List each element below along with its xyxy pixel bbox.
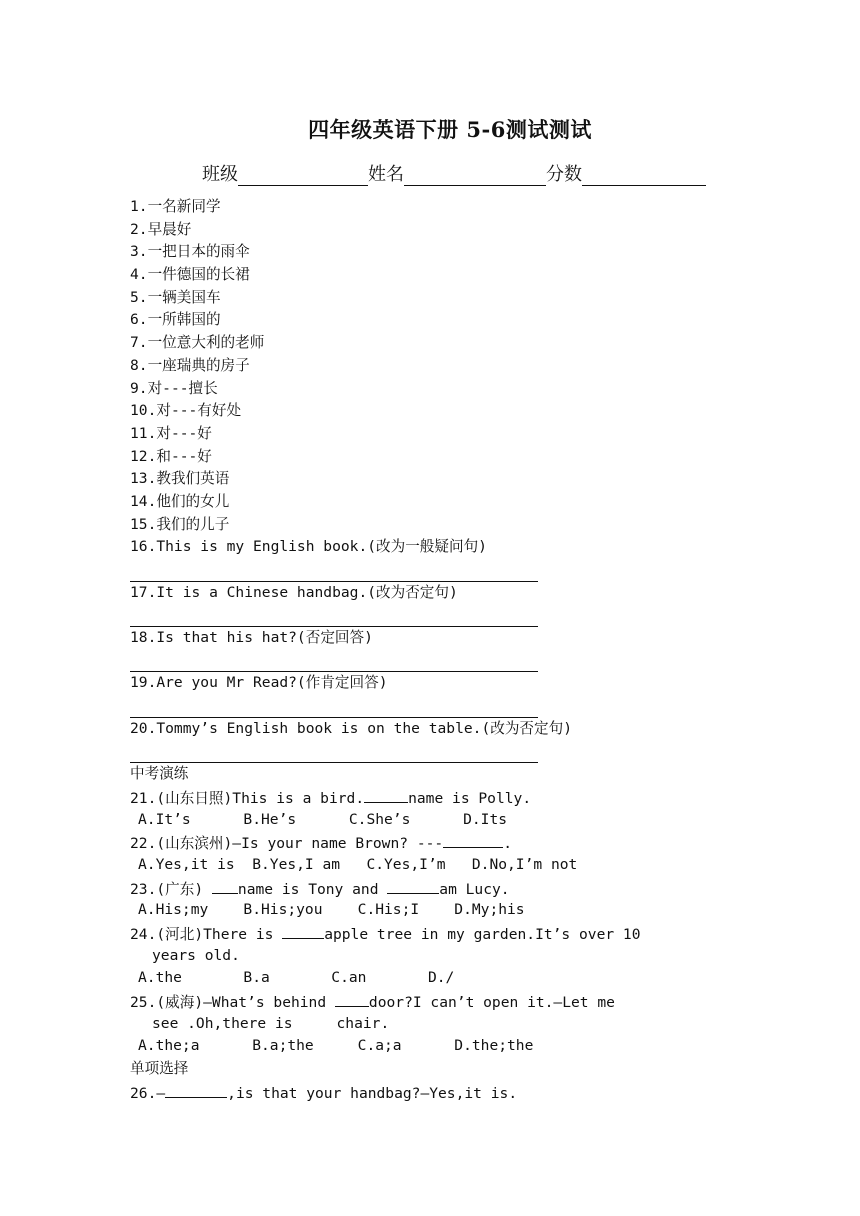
transform-17: 17.It is a Chinese handbag.(改为否定句) <box>130 583 458 601</box>
item-15: 15.我们的儿子 <box>130 515 230 533</box>
question-21-rest: name is Polly. <box>408 789 532 807</box>
class-blank[interactable] <box>238 165 368 186</box>
question-22 <box>130 831 730 854</box>
question-25-rest: door?I can’t open it.—Let me <box>368 994 615 1012</box>
item-7: 7.一位意大利的老师 <box>130 334 265 352</box>
question-24-stem: 24.(河北)There is <box>130 926 283 943</box>
question-26-rest: ,is that your handbag?—Yes,it is. <box>227 1084 518 1102</box>
question-23-blank-2[interactable] <box>387 877 439 894</box>
question-21-stem: 21.(山东日照)This is a bird. <box>130 789 365 807</box>
class-label: 班级 <box>202 164 238 185</box>
name-label: 姓名 <box>368 164 404 185</box>
question-25-options: A.the;a B.a;the C.a;a D.the;the <box>138 1037 534 1055</box>
question-26-stem: 26.— <box>130 1084 166 1102</box>
question-24-rest: apple tree in my garden.It’s over 10 <box>324 926 641 943</box>
question-25-blank[interactable] <box>335 990 369 1007</box>
item-2: 2.早晨好 <box>130 220 192 238</box>
question-26 <box>130 1081 730 1104</box>
item-13: 13.教我们英语 <box>130 470 230 488</box>
question-24-continuation: years old. <box>152 946 240 964</box>
item-8: 8.一座瑞典的房子 <box>130 356 250 374</box>
question-23-blank-1[interactable] <box>212 877 238 894</box>
question-24-options: A.the B.a C.an D./ <box>138 969 455 987</box>
question-22-blank[interactable] <box>443 831 503 848</box>
item-5: 5.一辆美国车 <box>130 288 221 306</box>
item-6: 6.一所韩国的 <box>130 311 221 329</box>
question-23-mid: name is Tony and <box>237 880 388 898</box>
section-heading-exam: 中考演练 <box>130 765 189 783</box>
questions <box>130 196 730 1104</box>
question-25-stem: 25.(威海)—What’s behind <box>130 994 335 1012</box>
question-23 <box>130 877 730 900</box>
answer-line-16[interactable] <box>130 559 538 582</box>
answer-line-20[interactable] <box>130 741 538 764</box>
question-22-stem: 22.(山东滨州)—Is your name Brown? --- <box>130 835 444 853</box>
score-blank[interactable] <box>582 165 706 186</box>
transform-16: 16.This is my English book.(改为一般疑问句) <box>130 538 487 556</box>
item-10: 10.对---有好处 <box>130 402 242 420</box>
question-24 <box>130 922 730 945</box>
question-23-options: A.His;my B.His;you C.His;I D.My;his <box>138 901 525 919</box>
item-9: 9.对---擅长 <box>130 379 218 397</box>
question-22-options: A.Yes,it is B.Yes,I am C.Yes,I’m D.No,I’m not <box>138 855 578 873</box>
item-3: 3.一把日本的雨伞 <box>130 243 250 261</box>
question-21 <box>130 786 730 809</box>
item-12: 12.和---好 <box>130 447 212 465</box>
transform-18: 18.Is that his hat?(否定回答) <box>130 629 373 647</box>
item-4: 4.一件德国的长裙 <box>130 266 250 284</box>
name-blank[interactable] <box>404 165 546 186</box>
question-25 <box>130 990 730 1013</box>
page-title: 四年级英语下册 5-6测试测试 <box>308 117 592 142</box>
question-22-rest: . <box>503 835 512 853</box>
question-21-options: A.It’s B.He’s C.She’s D.Its <box>138 810 508 828</box>
question-23-rest: am Lucy. <box>439 880 510 898</box>
answer-line-17[interactable] <box>130 604 538 627</box>
item-14: 14.他们的女儿 <box>130 492 230 510</box>
transform-19: 19.Are you Mr Read?(作肯定回答) <box>130 674 388 692</box>
item-1: 1.一名新同学 <box>130 198 221 215</box>
question-24-blank[interactable] <box>282 922 324 939</box>
question-21-blank[interactable] <box>364 786 408 803</box>
question-26-blank[interactable] <box>165 1081 227 1098</box>
score-label: 分数 <box>546 164 582 185</box>
question-25-continuation: see .Oh,there is chair. <box>152 1014 390 1032</box>
item-11: 11.对---好 <box>130 424 212 442</box>
student-info-row <box>202 160 706 186</box>
answer-line-18[interactable] <box>130 650 538 673</box>
answer-line-19[interactable] <box>130 695 538 718</box>
transform-20: 20.Tommy’s English book is on the table.(改为否定句) <box>130 719 572 737</box>
section-heading-single-choice: 单项选择 <box>130 1060 189 1078</box>
question-23-stem: 23.(广东) <box>130 880 212 898</box>
